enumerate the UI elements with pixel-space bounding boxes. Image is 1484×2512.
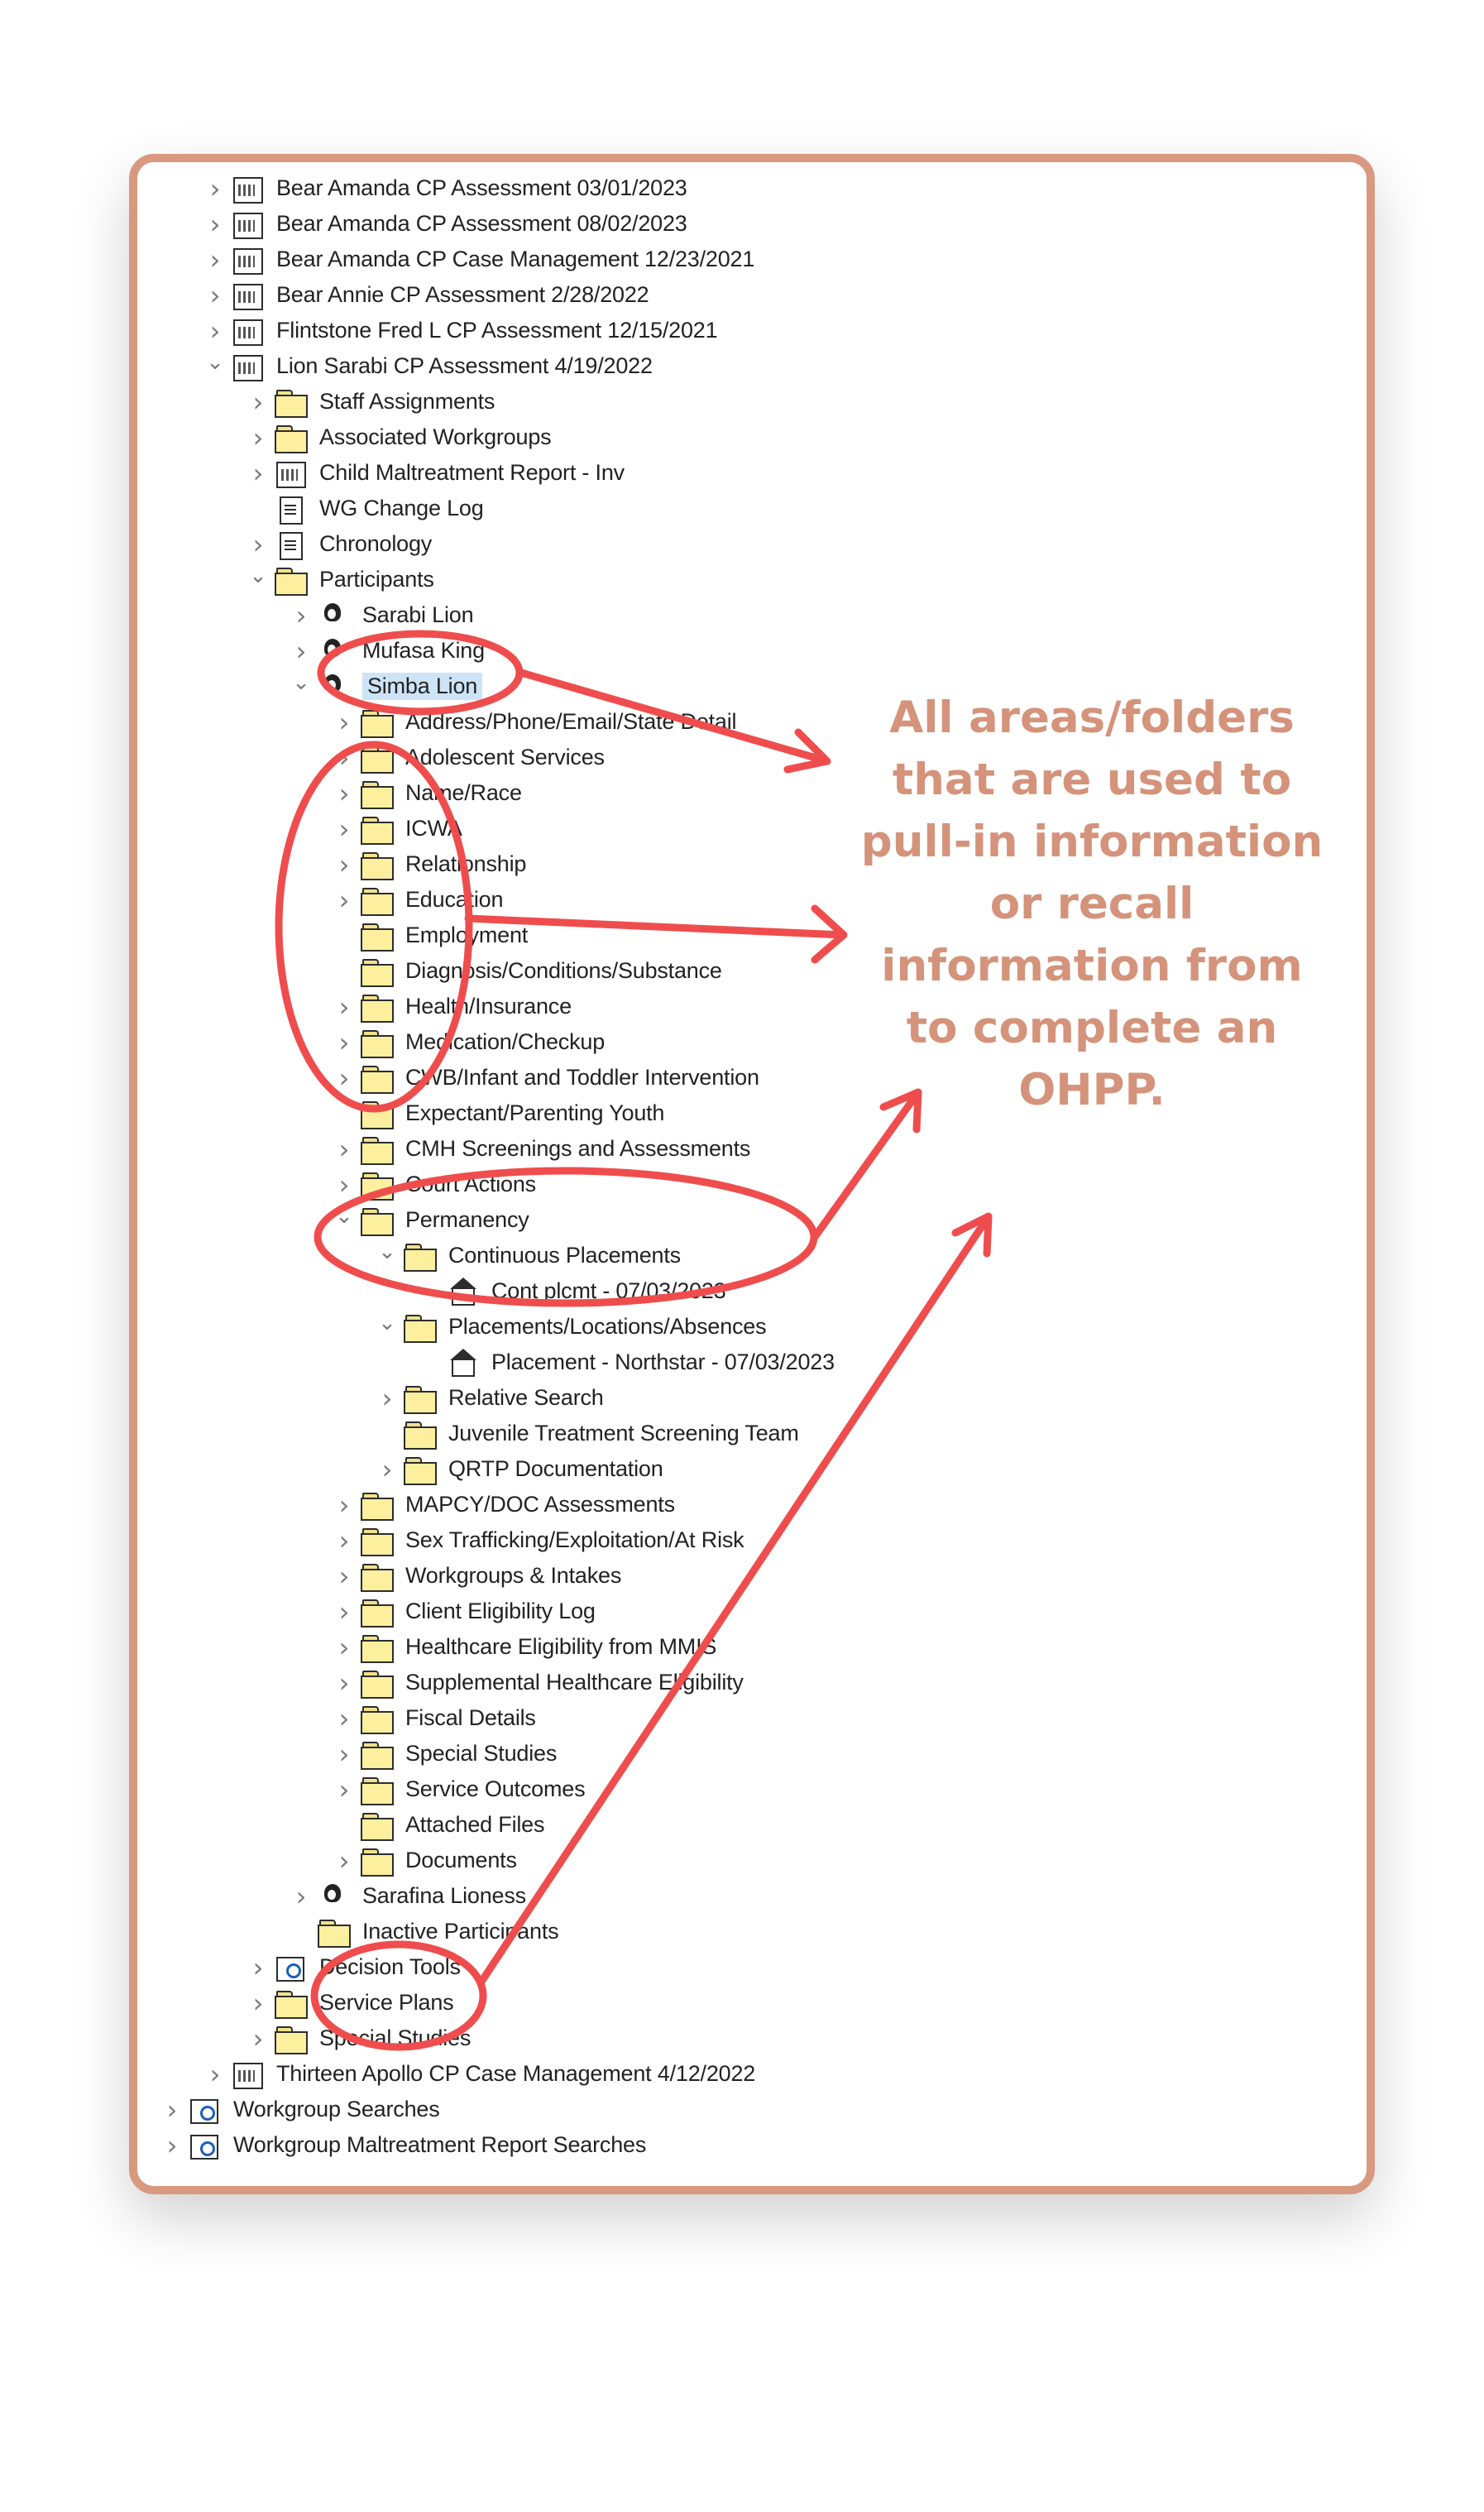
tree-node[interactable] bbox=[334, 740, 605, 775]
tree-node[interactable] bbox=[334, 882, 503, 918]
folder-icon bbox=[361, 1064, 394, 1092]
tree-node-label: Sarabi Lion bbox=[362, 602, 474, 627]
tree-node[interactable] bbox=[334, 1167, 536, 1202]
chevron-right-icon[interactable]: › bbox=[338, 884, 350, 916]
tree-node-label: Client Eligibility Log bbox=[405, 1599, 596, 1623]
tree-node-label: Mufasa King bbox=[362, 638, 485, 663]
tree-node-label: Cont plcmt - 07/03/2023 bbox=[491, 1278, 726, 1303]
tree-node[interactable] bbox=[334, 1522, 744, 1558]
folder-icon bbox=[361, 1135, 394, 1163]
tree-connector bbox=[248, 496, 268, 521]
folder-icon bbox=[361, 993, 394, 1021]
tree-node-label: QRTP Documentation bbox=[448, 1456, 663, 1481]
decision-tools-icon bbox=[275, 1954, 308, 1982]
tree-node-label: Special Studies bbox=[405, 1741, 558, 1766]
tree-node-label: Lion Sarabi CP Assessment 4/19/2022 bbox=[276, 353, 653, 378]
tree-node-label: Service Plans bbox=[319, 1990, 454, 2015]
folder-icon bbox=[404, 1313, 437, 1341]
chevron-right-icon[interactable]: › bbox=[252, 2022, 264, 2054]
tree-node[interactable] bbox=[248, 419, 551, 455]
tree-node[interactable] bbox=[205, 242, 754, 277]
chevron-right-icon[interactable]: › bbox=[209, 2058, 221, 2090]
folder-icon bbox=[361, 1527, 394, 1555]
chevron-right-icon[interactable]: › bbox=[252, 457, 264, 489]
tree-node-label: Inactive Participants bbox=[362, 1919, 559, 1944]
folder-icon bbox=[361, 708, 394, 736]
folder-icon bbox=[361, 957, 394, 985]
chevron-down-icon[interactable]: ⌄ bbox=[249, 563, 267, 588]
chevron-right-icon[interactable]: › bbox=[338, 1133, 350, 1165]
folder-icon bbox=[361, 1776, 394, 1804]
tree-connector bbox=[377, 1421, 397, 1446]
chevron-right-icon[interactable]: › bbox=[338, 990, 350, 1023]
tree-node-label: Sex Trafficking/Exploitation/At Risk bbox=[405, 1527, 744, 1552]
tree-panel bbox=[129, 154, 1375, 2194]
chevron-right-icon[interactable]: › bbox=[381, 1453, 393, 1485]
folder-icon bbox=[275, 2025, 308, 2053]
tree-node-label: Health/Insurance bbox=[405, 994, 572, 1019]
chevron-down-icon[interactable]: ⌄ bbox=[378, 1310, 396, 1335]
tree-node[interactable] bbox=[248, 562, 434, 597]
folder-icon bbox=[275, 566, 308, 594]
tree-node-label: Flintstone Fred L CP Assessment 12/15/2021 bbox=[276, 318, 718, 343]
tree-node[interactable] bbox=[248, 526, 432, 562]
chevron-right-icon[interactable]: › bbox=[338, 741, 350, 774]
search-icon bbox=[189, 2096, 222, 2124]
tree-node[interactable] bbox=[334, 1771, 585, 1807]
chevron-right-icon[interactable]: › bbox=[338, 813, 350, 845]
tree-node-label: Placement - Northstar - 07/03/2023 bbox=[491, 1349, 835, 1374]
tree-node[interactable] bbox=[334, 1700, 536, 1736]
tree-node-label: Expectant/Parenting Youth bbox=[405, 1100, 665, 1125]
tree-node[interactable] bbox=[377, 1451, 663, 1487]
tree-node[interactable] bbox=[334, 846, 526, 882]
navigation-tree bbox=[137, 162, 1367, 2186]
folder-icon bbox=[361, 779, 394, 808]
tree-node[interactable] bbox=[162, 2127, 646, 2163]
chevron-right-icon[interactable]: › bbox=[338, 1631, 350, 1663]
chevron-right-icon[interactable]: › bbox=[338, 1738, 350, 1770]
folder-icon bbox=[404, 1420, 437, 1448]
tree-node-label: CWB/Infant and Toddler Intervention bbox=[405, 1065, 759, 1090]
chevron-down-icon[interactable]: ⌄ bbox=[378, 1239, 396, 1264]
folder-icon bbox=[361, 851, 394, 879]
folder-icon bbox=[404, 1384, 437, 1412]
tree-node[interactable] bbox=[334, 1843, 517, 1878]
folder-icon bbox=[361, 1100, 394, 1128]
tree-node-label: Juvenile Treatment Screening Team bbox=[448, 1421, 799, 1445]
person-icon bbox=[318, 673, 351, 701]
tree-node[interactable] bbox=[205, 2056, 755, 2092]
tree-node-label: Address/Phone/Email/State Detail bbox=[405, 709, 737, 734]
chevron-right-icon[interactable]: › bbox=[209, 279, 221, 311]
folder-icon bbox=[361, 922, 394, 950]
chevron-down-icon[interactable]: ⌄ bbox=[292, 669, 310, 695]
chevron-right-icon[interactable]: › bbox=[338, 1524, 350, 1556]
tree-node-label: Child Maltreatment Report - Inv bbox=[319, 460, 625, 485]
tree-node[interactable] bbox=[334, 1024, 605, 1060]
tree-node-label: Relationship bbox=[405, 851, 527, 876]
chevron-right-icon[interactable]: › bbox=[209, 172, 221, 204]
chevron-right-icon[interactable]: › bbox=[338, 1666, 350, 1699]
tree-node[interactable] bbox=[334, 1060, 759, 1095]
person-icon bbox=[318, 637, 351, 665]
tree-node-label: Relative Search bbox=[448, 1385, 604, 1410]
chevron-right-icon[interactable]: › bbox=[166, 2129, 178, 2161]
tree-node[interactable] bbox=[334, 1487, 675, 1522]
case-icon bbox=[232, 2060, 265, 2088]
case-icon bbox=[232, 246, 265, 274]
chevron-down-icon[interactable]: ⌄ bbox=[206, 349, 224, 375]
tree-node-label: ICWA bbox=[405, 816, 462, 841]
house-icon bbox=[447, 1349, 480, 1377]
tree-node-label: Bear Annie CP Assessment 2/28/2022 bbox=[276, 282, 649, 307]
tree-node[interactable] bbox=[334, 1736, 557, 1771]
annotation-note: All areas/folders that are used to pull-in information or recall information from to complete an OHPP. bbox=[860, 693, 1324, 1115]
chevron-right-icon[interactable]: › bbox=[252, 386, 264, 418]
tree-node-label: Thirteen Apollo CP Case Management 4/12/2022 bbox=[276, 2061, 756, 2086]
chevron-right-icon[interactable]: › bbox=[295, 599, 307, 631]
folder-icon bbox=[361, 886, 394, 914]
chevron-right-icon[interactable]: › bbox=[252, 1951, 264, 1983]
folder-icon bbox=[361, 1633, 394, 1661]
chevron-right-icon[interactable]: › bbox=[338, 1595, 350, 1628]
log-icon bbox=[275, 495, 308, 523]
tree-node-label: Workgroups & Intakes bbox=[405, 1563, 622, 1588]
tree-node[interactable] bbox=[291, 669, 482, 704]
chevron-right-icon[interactable]: › bbox=[209, 243, 221, 276]
tree-node[interactable] bbox=[334, 1629, 716, 1665]
tree-node[interactable] bbox=[291, 597, 473, 633]
tree-node[interactable] bbox=[162, 2092, 440, 2127]
tree-node[interactable] bbox=[248, 1949, 461, 1985]
tree-node[interactable] bbox=[334, 989, 572, 1024]
tree-node-label: Attached Files bbox=[405, 1812, 545, 1837]
tree-node[interactable] bbox=[291, 1878, 526, 1914]
chronology-icon bbox=[275, 530, 308, 558]
tree-node-label: Participants bbox=[319, 567, 434, 592]
tree-node[interactable] bbox=[291, 1914, 558, 1949]
tree-node[interactable] bbox=[334, 918, 528, 953]
tree-node-label: Fiscal Details bbox=[405, 1705, 536, 1730]
tree-node[interactable] bbox=[334, 1202, 529, 1238]
tree-node[interactable] bbox=[334, 775, 522, 811]
tree-node-label: Healthcare Eligibility from MMIS bbox=[405, 1634, 717, 1659]
tree-node[interactable] bbox=[334, 1807, 544, 1843]
tree-node-label: Decision Tools bbox=[319, 1954, 461, 1979]
tree-node[interactable] bbox=[205, 313, 717, 348]
case-icon bbox=[232, 281, 265, 309]
tree-node[interactable] bbox=[205, 277, 649, 313]
tree-node-label: Adolescent Services bbox=[405, 745, 605, 769]
chevron-right-icon[interactable]: › bbox=[338, 1062, 350, 1094]
tree-node-label: MAPCY/DOC Assessments bbox=[405, 1492, 675, 1517]
tree-connector bbox=[334, 1101, 354, 1126]
tree-node[interactable] bbox=[291, 633, 485, 669]
tree-node[interactable] bbox=[334, 811, 462, 846]
tree-node[interactable] bbox=[334, 1131, 750, 1167]
tree-node[interactable] bbox=[334, 1594, 596, 1629]
chevron-right-icon[interactable]: › bbox=[381, 1382, 393, 1414]
tree-connector bbox=[291, 1920, 311, 1944]
chevron-right-icon[interactable]: › bbox=[338, 1844, 350, 1877]
tree-node[interactable] bbox=[248, 491, 484, 526]
folder-icon bbox=[361, 1669, 394, 1697]
tree-connector bbox=[420, 1279, 440, 1304]
folder-icon bbox=[275, 1989, 308, 2017]
tree-connector bbox=[334, 923, 354, 948]
tree-node[interactable] bbox=[377, 1416, 799, 1451]
folder-icon bbox=[361, 1704, 394, 1733]
chevron-right-icon[interactable]: › bbox=[338, 848, 350, 880]
folder-icon bbox=[404, 1455, 437, 1484]
tree-node[interactable] bbox=[248, 2021, 471, 2056]
chevron-down-icon[interactable]: ⌄ bbox=[335, 1203, 353, 1229]
tree-node[interactable] bbox=[205, 170, 687, 206]
tree-node-label: Employment bbox=[405, 923, 529, 947]
chevron-right-icon[interactable]: › bbox=[252, 528, 264, 560]
person-icon bbox=[318, 1882, 351, 1910]
chevron-right-icon[interactable]: › bbox=[338, 1489, 350, 1521]
search-icon bbox=[189, 2131, 222, 2160]
tree-node[interactable] bbox=[420, 1345, 835, 1380]
tree-node-label: Documents bbox=[405, 1848, 517, 1872]
tree-connector bbox=[334, 959, 354, 984]
house-icon bbox=[447, 1278, 480, 1306]
chevron-right-icon[interactable]: › bbox=[295, 1880, 307, 1912]
chevron-right-icon[interactable]: › bbox=[338, 1702, 350, 1734]
folder-icon bbox=[361, 1598, 394, 1626]
tree-node-label: Name/Race bbox=[405, 780, 522, 805]
tree-node-label: Bear Amanda CP Assessment 03/01/2023 bbox=[276, 175, 687, 200]
folder-icon bbox=[361, 744, 394, 772]
folder-icon bbox=[361, 1562, 394, 1590]
chevron-right-icon[interactable]: › bbox=[338, 1168, 350, 1201]
tree-node[interactable] bbox=[334, 953, 722, 989]
tree-node[interactable] bbox=[334, 1558, 621, 1594]
tree-connector bbox=[420, 1350, 440, 1375]
case-icon bbox=[232, 352, 265, 381]
tree-connector bbox=[334, 1813, 354, 1838]
folder-icon bbox=[361, 1028, 394, 1057]
tree-node[interactable] bbox=[377, 1309, 766, 1345]
tree-node[interactable] bbox=[205, 206, 687, 242]
tree-node-label: Sarafina Lioness bbox=[362, 1883, 526, 1908]
chevron-right-icon[interactable]: › bbox=[338, 1026, 350, 1058]
tree-node-label: Staff Assignments bbox=[319, 389, 495, 414]
tree-node[interactable] bbox=[334, 704, 736, 740]
tree-node-label: Workgroup Maltreatment Report Searches bbox=[233, 2132, 647, 2157]
folder-icon bbox=[361, 1171, 394, 1199]
tree-node-label: Education bbox=[405, 887, 504, 912]
tree-node-label: Chronology bbox=[319, 531, 433, 556]
tree-node-label: CMH Screenings and Assessments bbox=[405, 1136, 751, 1161]
tree-node[interactable] bbox=[377, 1380, 604, 1416]
chevron-right-icon[interactable]: › bbox=[209, 208, 221, 240]
tree-node[interactable] bbox=[248, 384, 495, 419]
tree-node[interactable] bbox=[334, 1665, 744, 1700]
folder-icon bbox=[275, 388, 308, 416]
case-icon bbox=[232, 175, 265, 203]
report-icon bbox=[275, 459, 308, 487]
chevron-right-icon[interactable]: › bbox=[338, 777, 350, 809]
tree-node-label: Medication/Checkup bbox=[405, 1029, 606, 1054]
folder-icon bbox=[361, 1811, 394, 1839]
folder-icon bbox=[318, 1918, 351, 1946]
tree-node-label: Special Studies bbox=[319, 2025, 472, 2050]
case-icon bbox=[232, 317, 265, 345]
tree-node-label: Bear Amanda CP Case Management 12/23/2021 bbox=[276, 247, 755, 271]
tree-node-label: Supplemental Healthcare Eligibility bbox=[405, 1670, 744, 1695]
tree-node-label: Service Outcomes bbox=[405, 1776, 586, 1801]
tree-node-label: Permanency bbox=[405, 1207, 529, 1232]
folder-icon bbox=[361, 1740, 394, 1768]
folder-icon bbox=[404, 1242, 437, 1270]
tree-node-label: Workgroup Searches bbox=[233, 2097, 440, 2121]
tree-node[interactable] bbox=[334, 1095, 664, 1131]
folder-icon bbox=[361, 1206, 394, 1234]
chevron-right-icon[interactable]: › bbox=[338, 1560, 350, 1592]
chevron-right-icon[interactable]: › bbox=[295, 635, 307, 667]
person-icon bbox=[318, 602, 351, 630]
tree-node-label: Diagnosis/Conditions/Substance bbox=[405, 958, 722, 983]
tree-node[interactable] bbox=[420, 1273, 726, 1309]
tree-node-label: WG Change Log bbox=[319, 496, 484, 520]
tree-node-label: Placements/Locations/Absences bbox=[448, 1314, 767, 1339]
tree-node[interactable] bbox=[248, 1985, 453, 2021]
case-icon bbox=[232, 210, 265, 238]
tree-node-label: Bear Amanda CP Assessment 08/02/2023 bbox=[276, 211, 687, 236]
tree-node-label: Associated Workgroups bbox=[319, 424, 552, 449]
tree-node[interactable] bbox=[248, 455, 625, 491]
tree-node-label: Court Actions bbox=[405, 1172, 536, 1196]
folder-icon bbox=[361, 815, 394, 843]
chevron-right-icon[interactable]: › bbox=[252, 1987, 264, 2019]
chevron-right-icon[interactable]: › bbox=[252, 421, 264, 453]
folder-icon bbox=[275, 424, 308, 452]
folder-icon bbox=[361, 1847, 394, 1875]
chevron-right-icon[interactable]: › bbox=[209, 314, 221, 347]
tree-node-label: Continuous Placements bbox=[448, 1243, 681, 1268]
tree-node[interactable] bbox=[377, 1238, 681, 1273]
chevron-right-icon[interactable]: › bbox=[338, 706, 350, 738]
tree-node-label: Simba Lion bbox=[362, 673, 482, 700]
tree-node[interactable] bbox=[205, 348, 653, 384]
chevron-right-icon[interactable]: › bbox=[166, 2093, 178, 2126]
chevron-right-icon[interactable]: › bbox=[338, 1773, 350, 1805]
folder-icon bbox=[361, 1491, 394, 1519]
